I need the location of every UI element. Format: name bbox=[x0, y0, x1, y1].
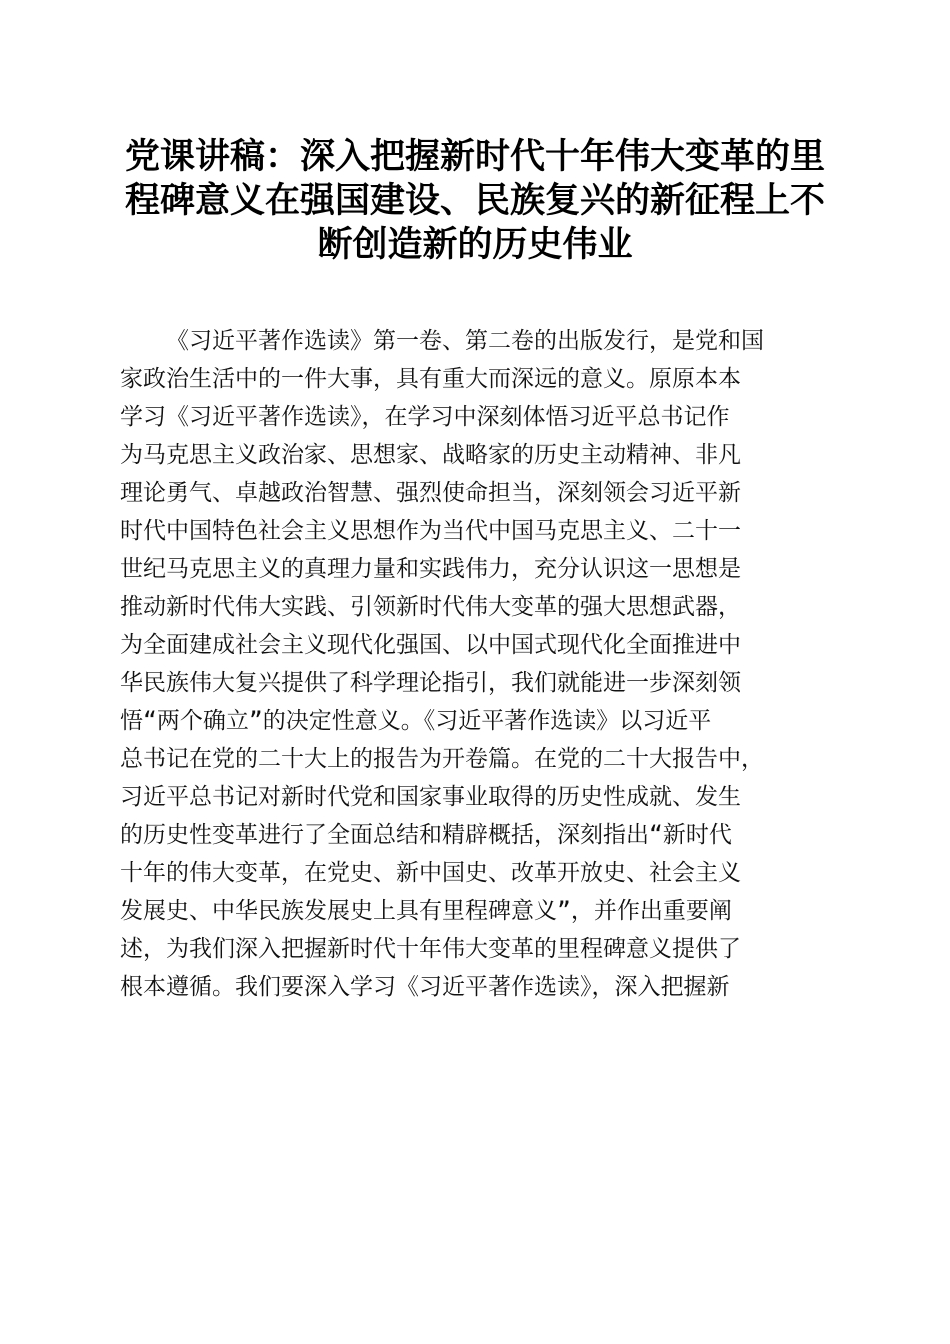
body-line: 根本遵循。我们要深入学习《习近平著作选读》，深入把握新 bbox=[120, 974, 730, 1000]
body-line: 十年的伟大变革，在党史、新中国史、改革开放史、社会主义 bbox=[120, 860, 741, 886]
title-line: 断创造新的历史伟业 bbox=[317, 224, 633, 265]
body-line: 时代中国特色社会主义思想作为当代中国马克思主义、二十一 bbox=[120, 518, 741, 544]
body-line: 悟“两个确立”的决定性意义。《习近平著作选读》以习近平 bbox=[120, 708, 712, 734]
body-line: 述，为我们深入把握新时代十年伟大变革的里程碑意义提供了 bbox=[120, 936, 741, 962]
body-line: 世纪马克思主义的真理力量和实践伟力，充分认识这一思想是 bbox=[120, 556, 741, 582]
document-title bbox=[112, 135, 838, 267]
body-line: 理论勇气、卓越政治智慧、强烈使命担当，深刻领会习近平新 bbox=[120, 480, 741, 506]
body-line: 家政治生活中的一件大事，具有重大而深远的意义。原原本本 bbox=[120, 366, 741, 392]
title-line: 党课讲稿：深入把握新时代十年伟大变革的里 bbox=[124, 136, 825, 177]
body-line: 《习近平著作选读》第一卷、第二卷的出版发行，是党和国 bbox=[166, 328, 764, 354]
body-line: 学习《习近平著作选读》，在学习中深刻体悟习近平总书记作 bbox=[120, 404, 730, 430]
body-paragraph bbox=[120, 322, 840, 1006]
body-line: 习近平总书记对新时代党和国家事业取得的历史性成就、发生 bbox=[120, 784, 741, 810]
body-line: 总书记在党的二十大上的报告为开卷篇。在党的二十大报告中， bbox=[120, 746, 764, 772]
body-line: 为马克思主义政治家、思想家、战略家的历史主动精神、非凡 bbox=[120, 442, 741, 468]
title-line: 程碑意义在强国建设、民族复兴的新征程上不 bbox=[124, 180, 825, 221]
body-line: 的历史性变革进行了全面总结和精辟概括，深刻指出“新时代 bbox=[120, 822, 732, 848]
body-line: 发展史、中华民族发展史上具有里程碑意义”，并作出重要阐 bbox=[120, 898, 732, 924]
body-line: 为全面建成社会主义现代化强国、以中国式现代化全面推进中 bbox=[120, 632, 741, 658]
body-line: 华民族伟大复兴提供了科学理论指引，我们就能进一步深刻领 bbox=[120, 670, 741, 696]
body-line: 推动新时代伟大实践、引领新时代伟大变革的强大思想武器， bbox=[120, 594, 741, 620]
